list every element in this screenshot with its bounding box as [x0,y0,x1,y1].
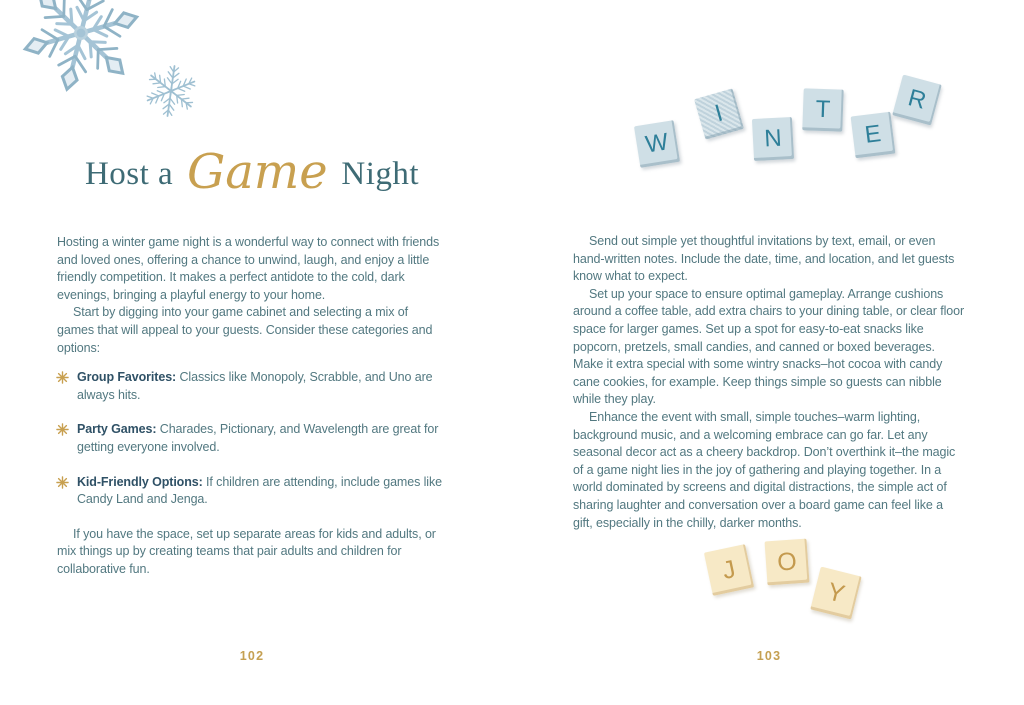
page-102 [57,144,447,579]
page-title [57,144,447,218]
tile-letter: N [763,124,783,153]
tile-letter: Y [824,576,848,609]
bullet-label: Party Games: [77,422,157,437]
snowflake-small-icon [137,56,205,126]
title-pre: Host a [84,156,174,192]
winter-tile-t [802,88,843,131]
bullet-text: Charades, Pictionary, and Wavelength are great for getting everyone involved. [77,422,439,454]
paragraph: Send out simple yet thoughtful invitations by text, email, or even hand-written notes. Include the date, time, and location, and let guests know what to expect. [573,234,955,284]
list-item [57,474,447,509]
title-script-word: Game [187,144,328,200]
list-item [57,421,447,456]
tile-letter: W [643,128,671,159]
snowflake-asterisk-icon [56,476,69,489]
page-number-left: 102 [239,649,265,663]
paragraph: Start by digging into your game cabinet and selecting a mix of games that will appeal to your guests. Consider these categories and options: [57,305,433,355]
tile-letter: O [776,546,798,577]
bullet-label: Group Favorites: [77,370,177,385]
list-item [57,369,447,404]
tile-letter: T [815,95,831,124]
winter-tile-w [634,120,680,168]
winter-tile-r [892,75,942,126]
game-category-list [57,369,447,509]
snowflake-asterisk-icon [56,371,69,384]
winter-tile-e [851,112,896,159]
tile-letter: E [863,120,883,149]
page-103 [573,233,965,532]
snowflake-asterisk-icon [56,423,69,436]
bullet-text: If children are attending, include games like Candy Land and Jenga. [77,474,442,507]
paragraph: Enhance the event with small, simple touches–warm lighting, background music, and a welcoming embrace can go far. Let any seasonal decor act as a cheery backdrop. Don’t overthink it–the magic of a game night lies in the joy of gathering and playing together. In a world dominated by screens and digital distractions, the simple act of sharing laughter and conversation over a board game can feel like a gift, especially in the chilly, darker months. [573,409,956,530]
tile-letter: J [719,554,738,585]
bullet-text: Classics like Monopoly, Scrabble, and Uno are always hits. [77,370,433,402]
bullet-label: Kid-Friendly Options: [77,474,203,489]
snowflake-large-icon [5,0,158,109]
tile-letter: R [905,84,929,115]
winter-tile-i [694,88,744,139]
joy-tile-j [704,544,754,596]
paragraph: If you have the space, set up separate areas for kids and adults, or mix things up by creating teams that pair adults and children for collaborative fun. [57,526,436,576]
tile-letter: I [711,99,726,128]
joy-tile-o [765,539,810,586]
paragraph: Set up your space to ensure optimal gameplay. Arrange cushions around a coffee table, add extra chairs to your dining table, or clear floor space for larger games. Set up a spot for easy-to-eat snacks like popcorn, pretzels, small candies, and canned or boxed beverages. Make it extra special with some wintry snacks–hot cocoa with candy cane cookies, for example. Keep things simple so guests can nibble while they play. [573,286,965,407]
joy-tile-y [810,567,861,620]
winter-tile-n [752,117,794,161]
page-number-right: 103 [756,649,782,663]
paragraph: Hosting a winter game night is a wonderful way to connect with friends and loved ones, offering a chance to unwind, laugh, and enjoy a little friendly competition. It makes a perfect antidote to the cold, dark evenings, bringing a playful energy to your home. [57,235,440,302]
title-post: Night [341,156,420,192]
